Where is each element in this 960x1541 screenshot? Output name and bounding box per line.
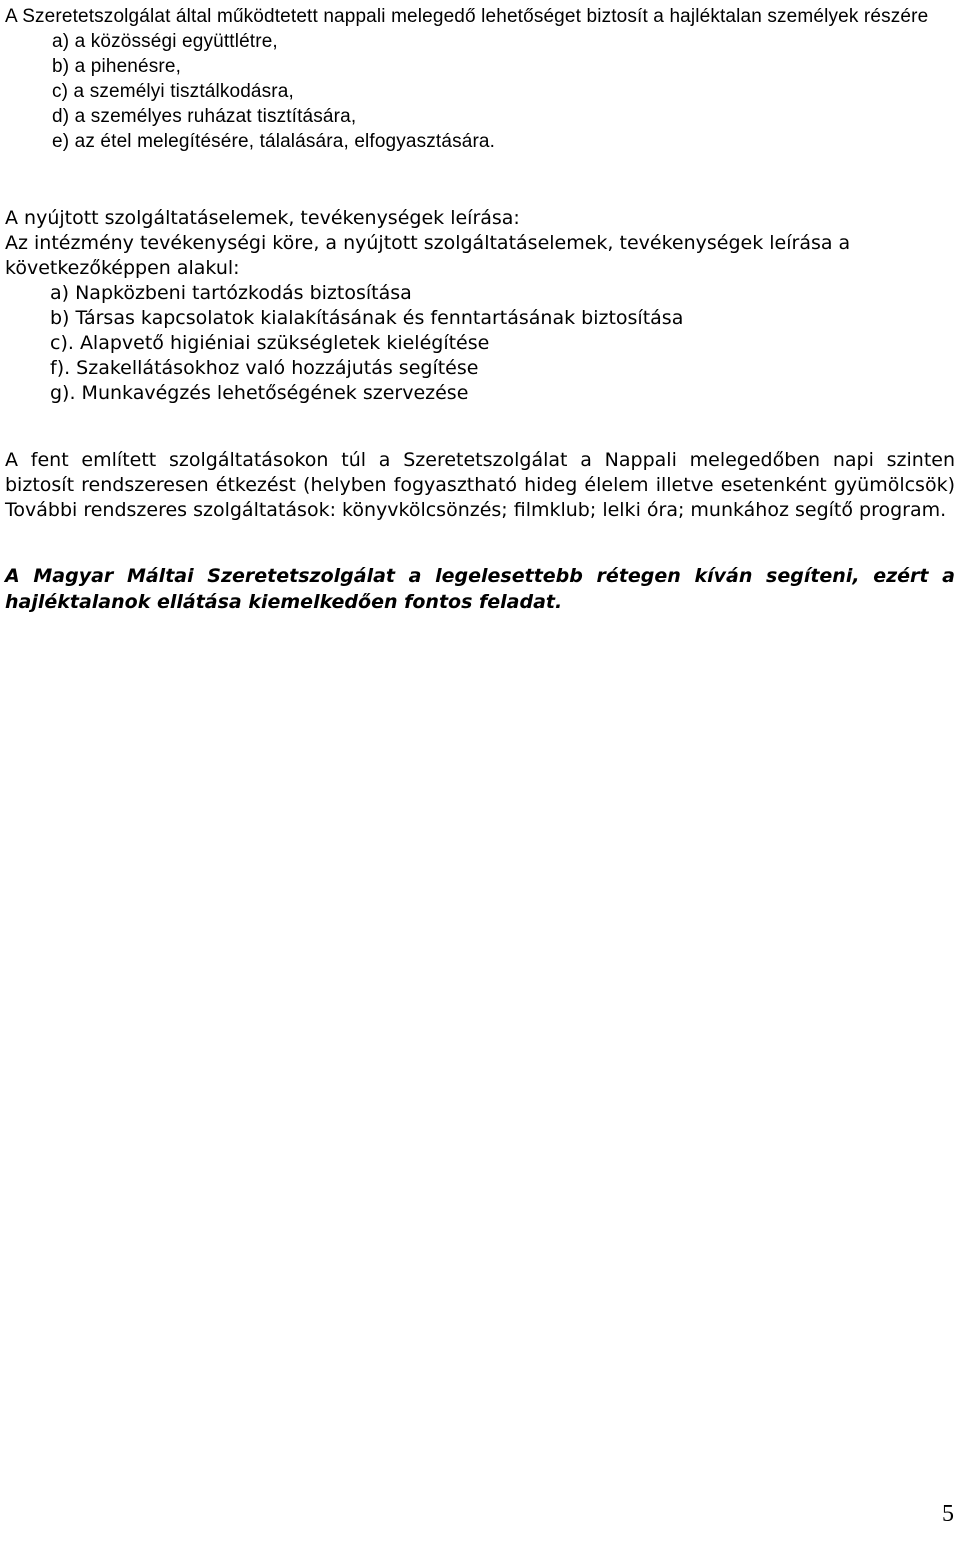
list-item: a) a közösségi együttlétre, — [52, 31, 278, 52]
intro-list — [5, 29, 955, 154]
list-item: d) a személyes ruházat tisztítására, — [52, 106, 357, 127]
services-heading: A nyújtott szolgáltatáselemek, tevékenységek leírása: — [5, 207, 520, 229]
list-item: e) az étel melegítésére, tálalására, elfogyasztására. — [52, 131, 496, 152]
list-item: b) Társas kapcsolatok kialakításának és fenntartásának biztosítása — [50, 307, 684, 329]
emphasis-paragraph: A Magyar Máltai Szeretetszolgálat a legelesettebb rétegen kíván segíteni, ezért a hajléktalanok ellátása kiemelkedően fontos feladat. — [5, 565, 955, 613]
intro-paragraph: A Szeretetszolgálat által működtetett nappali melegedő lehetőséget biztosít a hajléktalan személyek részére — [5, 6, 929, 27]
list-item: c). Alapvető higiéniai szükségletek kielégítése — [50, 332, 490, 354]
list-item: g). Munkavégzés lehetőségének szervezése — [50, 382, 469, 404]
intro-section — [5, 4, 955, 154]
emphasis-section — [5, 563, 955, 615]
list-item: a) Napközbeni tartózkodás biztosítása — [50, 282, 412, 304]
services-paragraph: Az intézmény tevékenységi köre, a nyújtott szolgáltatáselemek, tevékenységek leírása a következőképpen alakul: — [5, 232, 851, 279]
services-list — [5, 281, 955, 406]
additional-services-section — [5, 448, 955, 523]
list-item: b) a pihenésre, — [52, 56, 181, 77]
page-number: 5 — [942, 1501, 954, 1527]
list-item: c) a személyi tisztálkodásra, — [52, 81, 294, 102]
services-section — [5, 206, 955, 406]
additional-services-paragraph: A fent említett szolgáltatásokon túl a Szeretetszolgálat a Nappali melegedőben napi szinten biztosít rendszeresen étkezést (helyben fogyasztható hideg élelem illetve esetenként gyümölcsök) További rendszeres szolgáltatások: könyvkölcsönzés; filmklub; lelki óra; munkához segítő program. — [5, 449, 955, 521]
list-item: f). Szakellátásokhoz való hozzájutás segítése — [50, 357, 479, 379]
